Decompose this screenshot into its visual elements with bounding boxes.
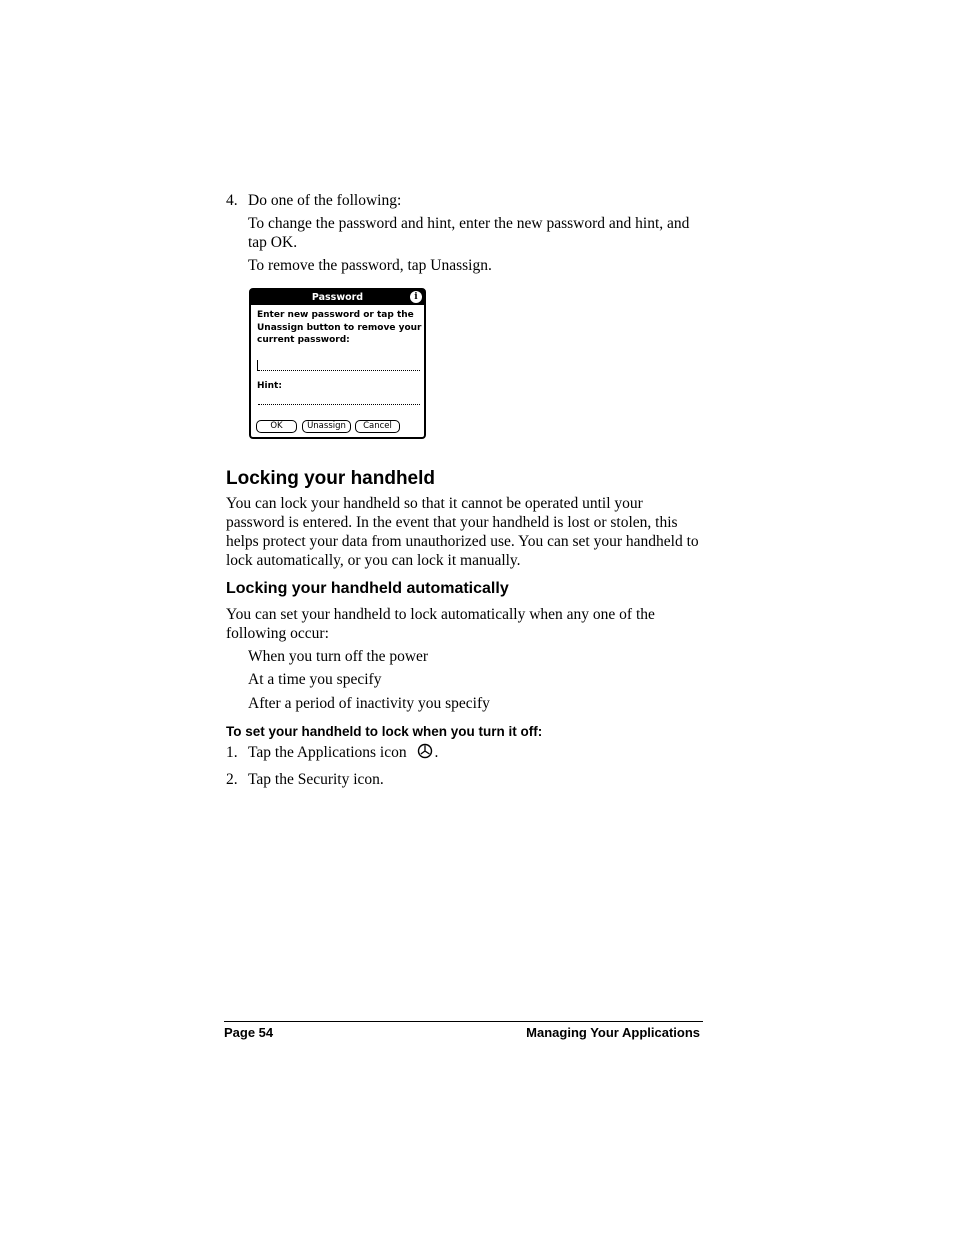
- section-paragraph: You can lock your handheld so that it cannot be operated until your password is entered. In the event that your handheld is lost or stolen, this helps protect your data from unauthorized use. You can set your handheld to lock automatically, or you can lock it manually.: [226, 495, 699, 569]
- step-text: [248, 743, 708, 764]
- list-item: At a time you specify: [248, 671, 382, 688]
- page-number: Page 54: [224, 1025, 274, 1040]
- cancel-button[interactable]: Cancel: [355, 420, 400, 433]
- subsection-paragraph: You can set your handheld to lock automatically when any one of the following occur:: [226, 606, 655, 642]
- step-text-label: Tap the Applications icon: [248, 744, 407, 761]
- step-number: 4.: [226, 192, 238, 209]
- password-dialog: [249, 288, 426, 439]
- step-text: Tap the Security icon.: [248, 771, 384, 788]
- info-icon[interactable]: i: [410, 291, 422, 303]
- hint-field[interactable]: [258, 404, 420, 405]
- step-option-change: To change the password and hint, enter the new password and hint, and tap OK.: [248, 215, 690, 251]
- ok-button[interactable]: OK: [256, 420, 297, 433]
- procedure-heading: To set your handheld to lock when you turn it off:: [226, 724, 543, 739]
- subsection-heading: Locking your handheld automatically: [226, 580, 509, 597]
- list-item: After a period of inactivity you specify: [248, 695, 490, 712]
- dialog-prompt: Enter new password or tap the Unassign button to remove your current password:: [257, 310, 422, 345]
- hint-label: Hint:: [257, 381, 282, 391]
- step-text-suffix: .: [434, 744, 439, 761]
- step-text: Do one of the following:: [248, 192, 402, 209]
- applications-icon: [417, 743, 433, 764]
- step-option-remove: To remove the password, tap Unassign.: [248, 257, 492, 274]
- chapter-title: Managing Your Applications: [526, 1025, 700, 1040]
- unassign-button[interactable]: Unassign: [302, 420, 351, 433]
- password-field[interactable]: [258, 370, 420, 371]
- step-number: 1.: [226, 744, 238, 761]
- dialog-title: Password: [311, 292, 364, 303]
- step-number: 2.: [226, 771, 238, 788]
- section-heading: Locking your handheld: [226, 468, 436, 489]
- list-item: When you turn off the power: [248, 648, 429, 665]
- footer-rule: [224, 1021, 703, 1022]
- dialog-title-bar: [251, 290, 424, 305]
